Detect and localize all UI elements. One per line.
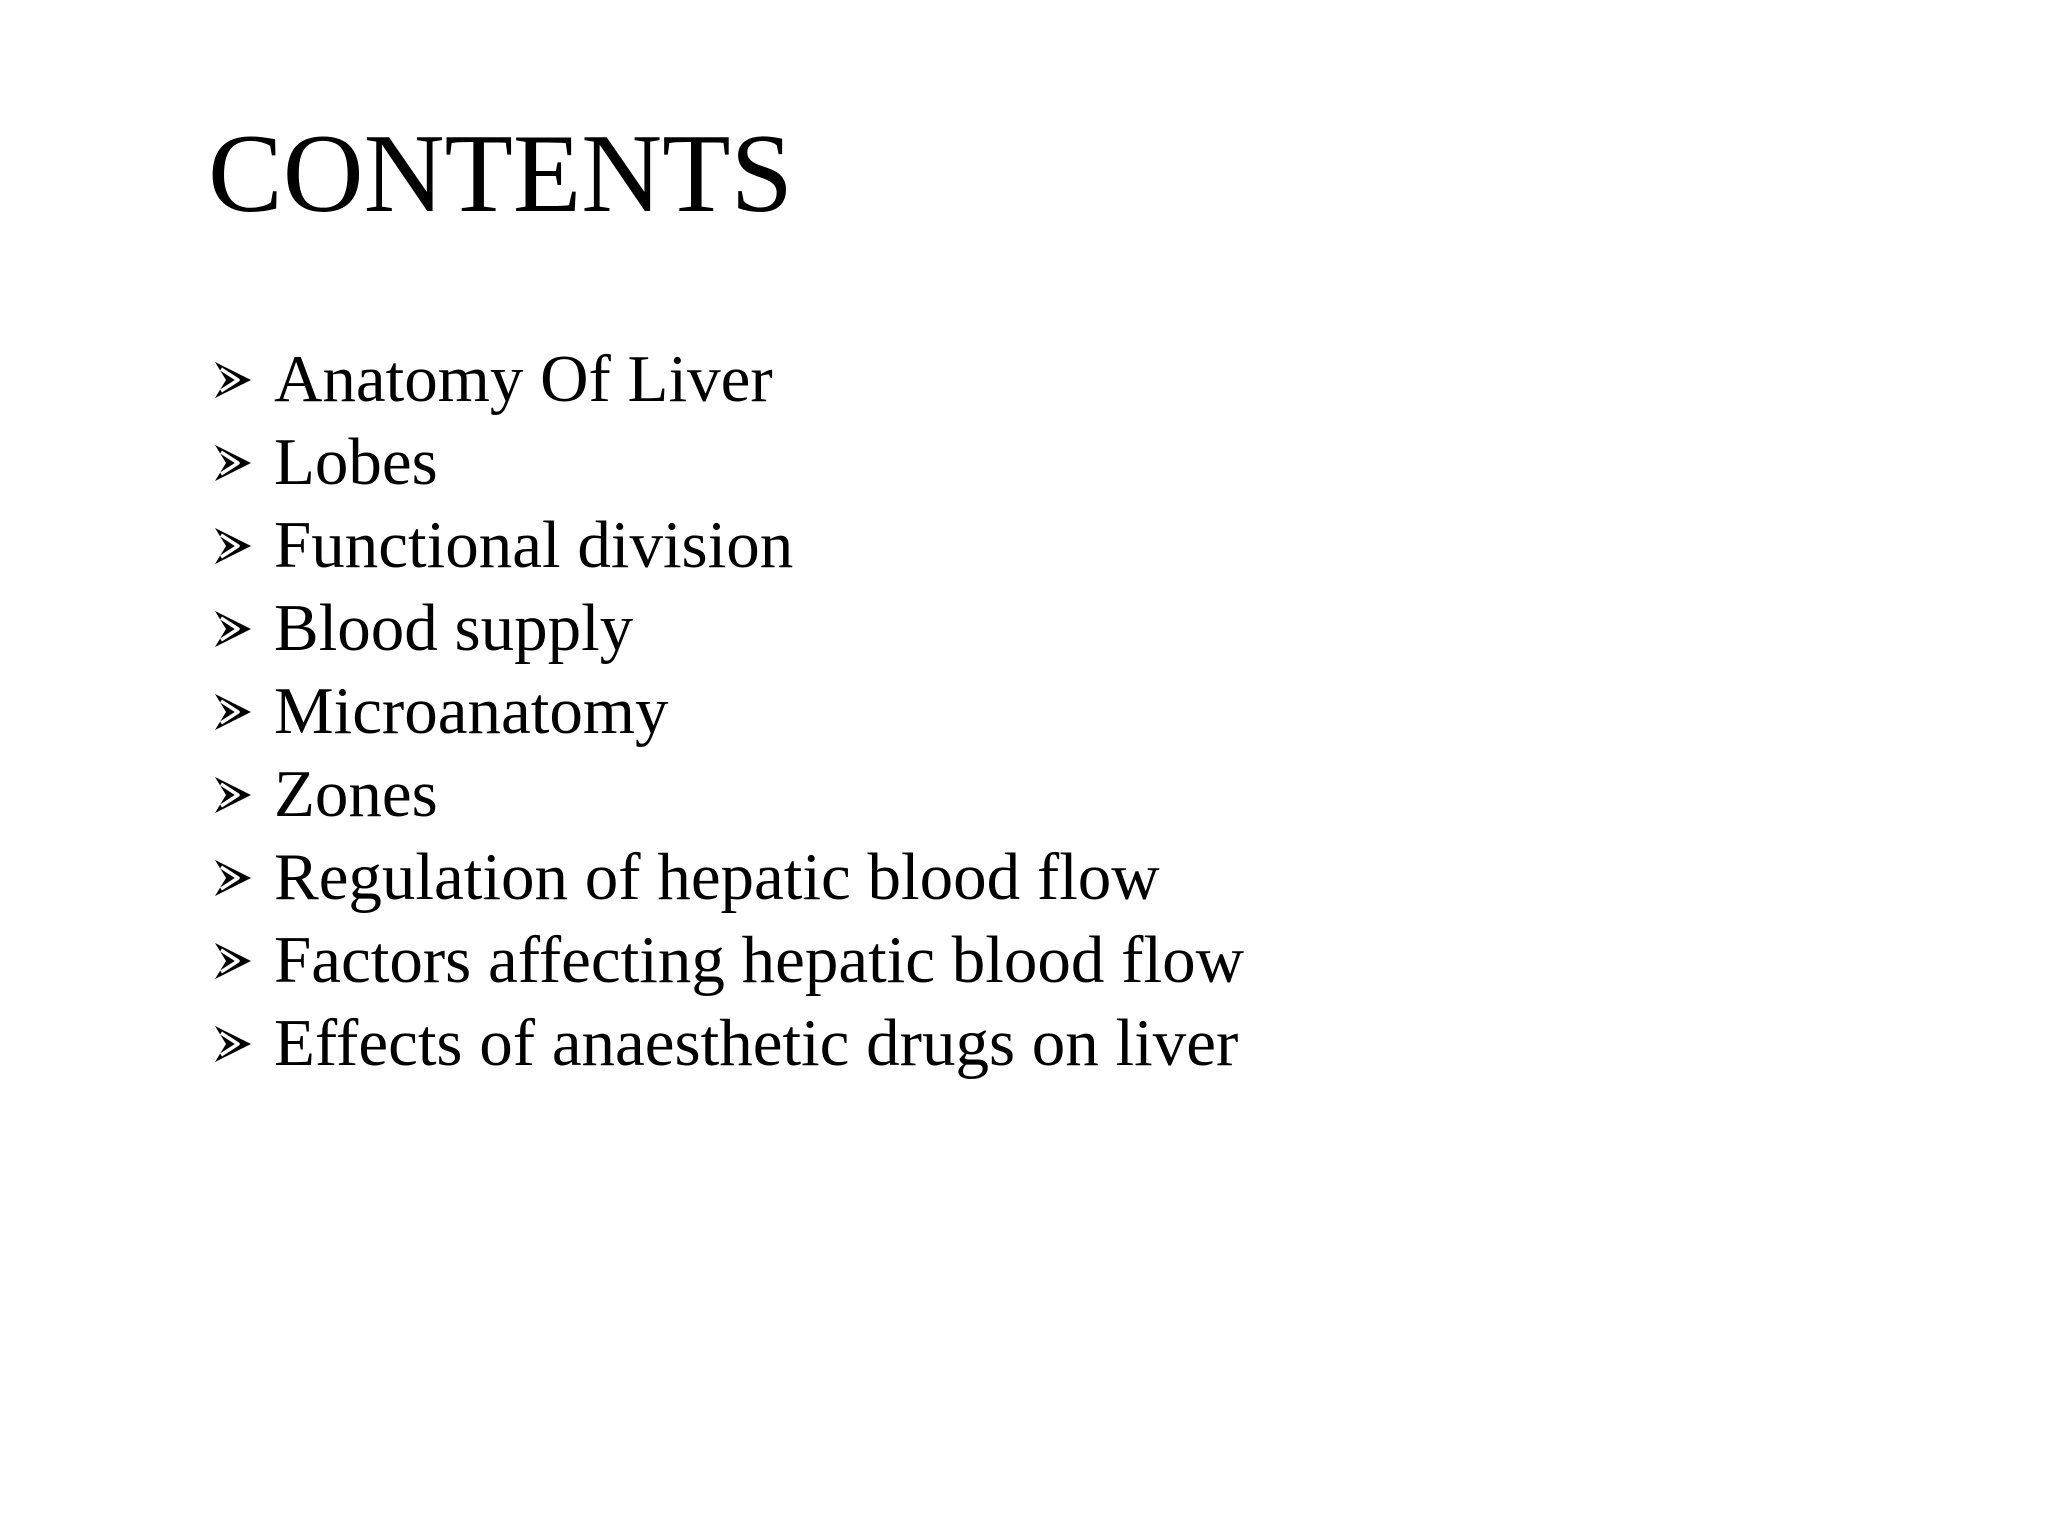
list-item-label: Regulation of hepatic blood flow xyxy=(274,840,1160,914)
arrowhead-bullet-icon xyxy=(210,670,266,753)
contents-list xyxy=(210,338,1244,1085)
slide-title: CONTENTS xyxy=(208,112,793,236)
list-item-label: Effects of anaesthetic drugs on liver xyxy=(274,1006,1239,1080)
arrowhead-bullet-icon xyxy=(210,421,266,504)
list-item-label: Zones xyxy=(274,757,438,831)
list-item xyxy=(210,421,1244,504)
list-item xyxy=(210,919,1244,1002)
arrowhead-bullet-icon xyxy=(210,504,266,587)
list-item xyxy=(210,504,1244,587)
list-item xyxy=(210,836,1244,919)
list-item-label: Anatomy Of Liver xyxy=(274,342,773,416)
list-item xyxy=(210,670,1244,753)
arrowhead-bullet-icon xyxy=(210,587,266,670)
arrowhead-bullet-icon xyxy=(210,338,266,421)
list-item xyxy=(210,338,1244,421)
list-item-label: Blood supply xyxy=(274,591,634,665)
list-item-label: Lobes xyxy=(274,425,438,499)
list-item xyxy=(210,1002,1244,1085)
list-item-label: Factors affecting hepatic blood flow xyxy=(274,923,1244,997)
list-item xyxy=(210,753,1244,836)
arrowhead-bullet-icon xyxy=(210,919,266,1002)
list-item-label: Microanatomy xyxy=(274,674,669,748)
list-item-label: Functional division xyxy=(274,508,794,582)
arrowhead-bullet-icon xyxy=(210,753,266,836)
list-item xyxy=(210,587,1244,670)
arrowhead-bullet-icon xyxy=(210,836,266,919)
arrowhead-bullet-icon xyxy=(210,1002,266,1085)
